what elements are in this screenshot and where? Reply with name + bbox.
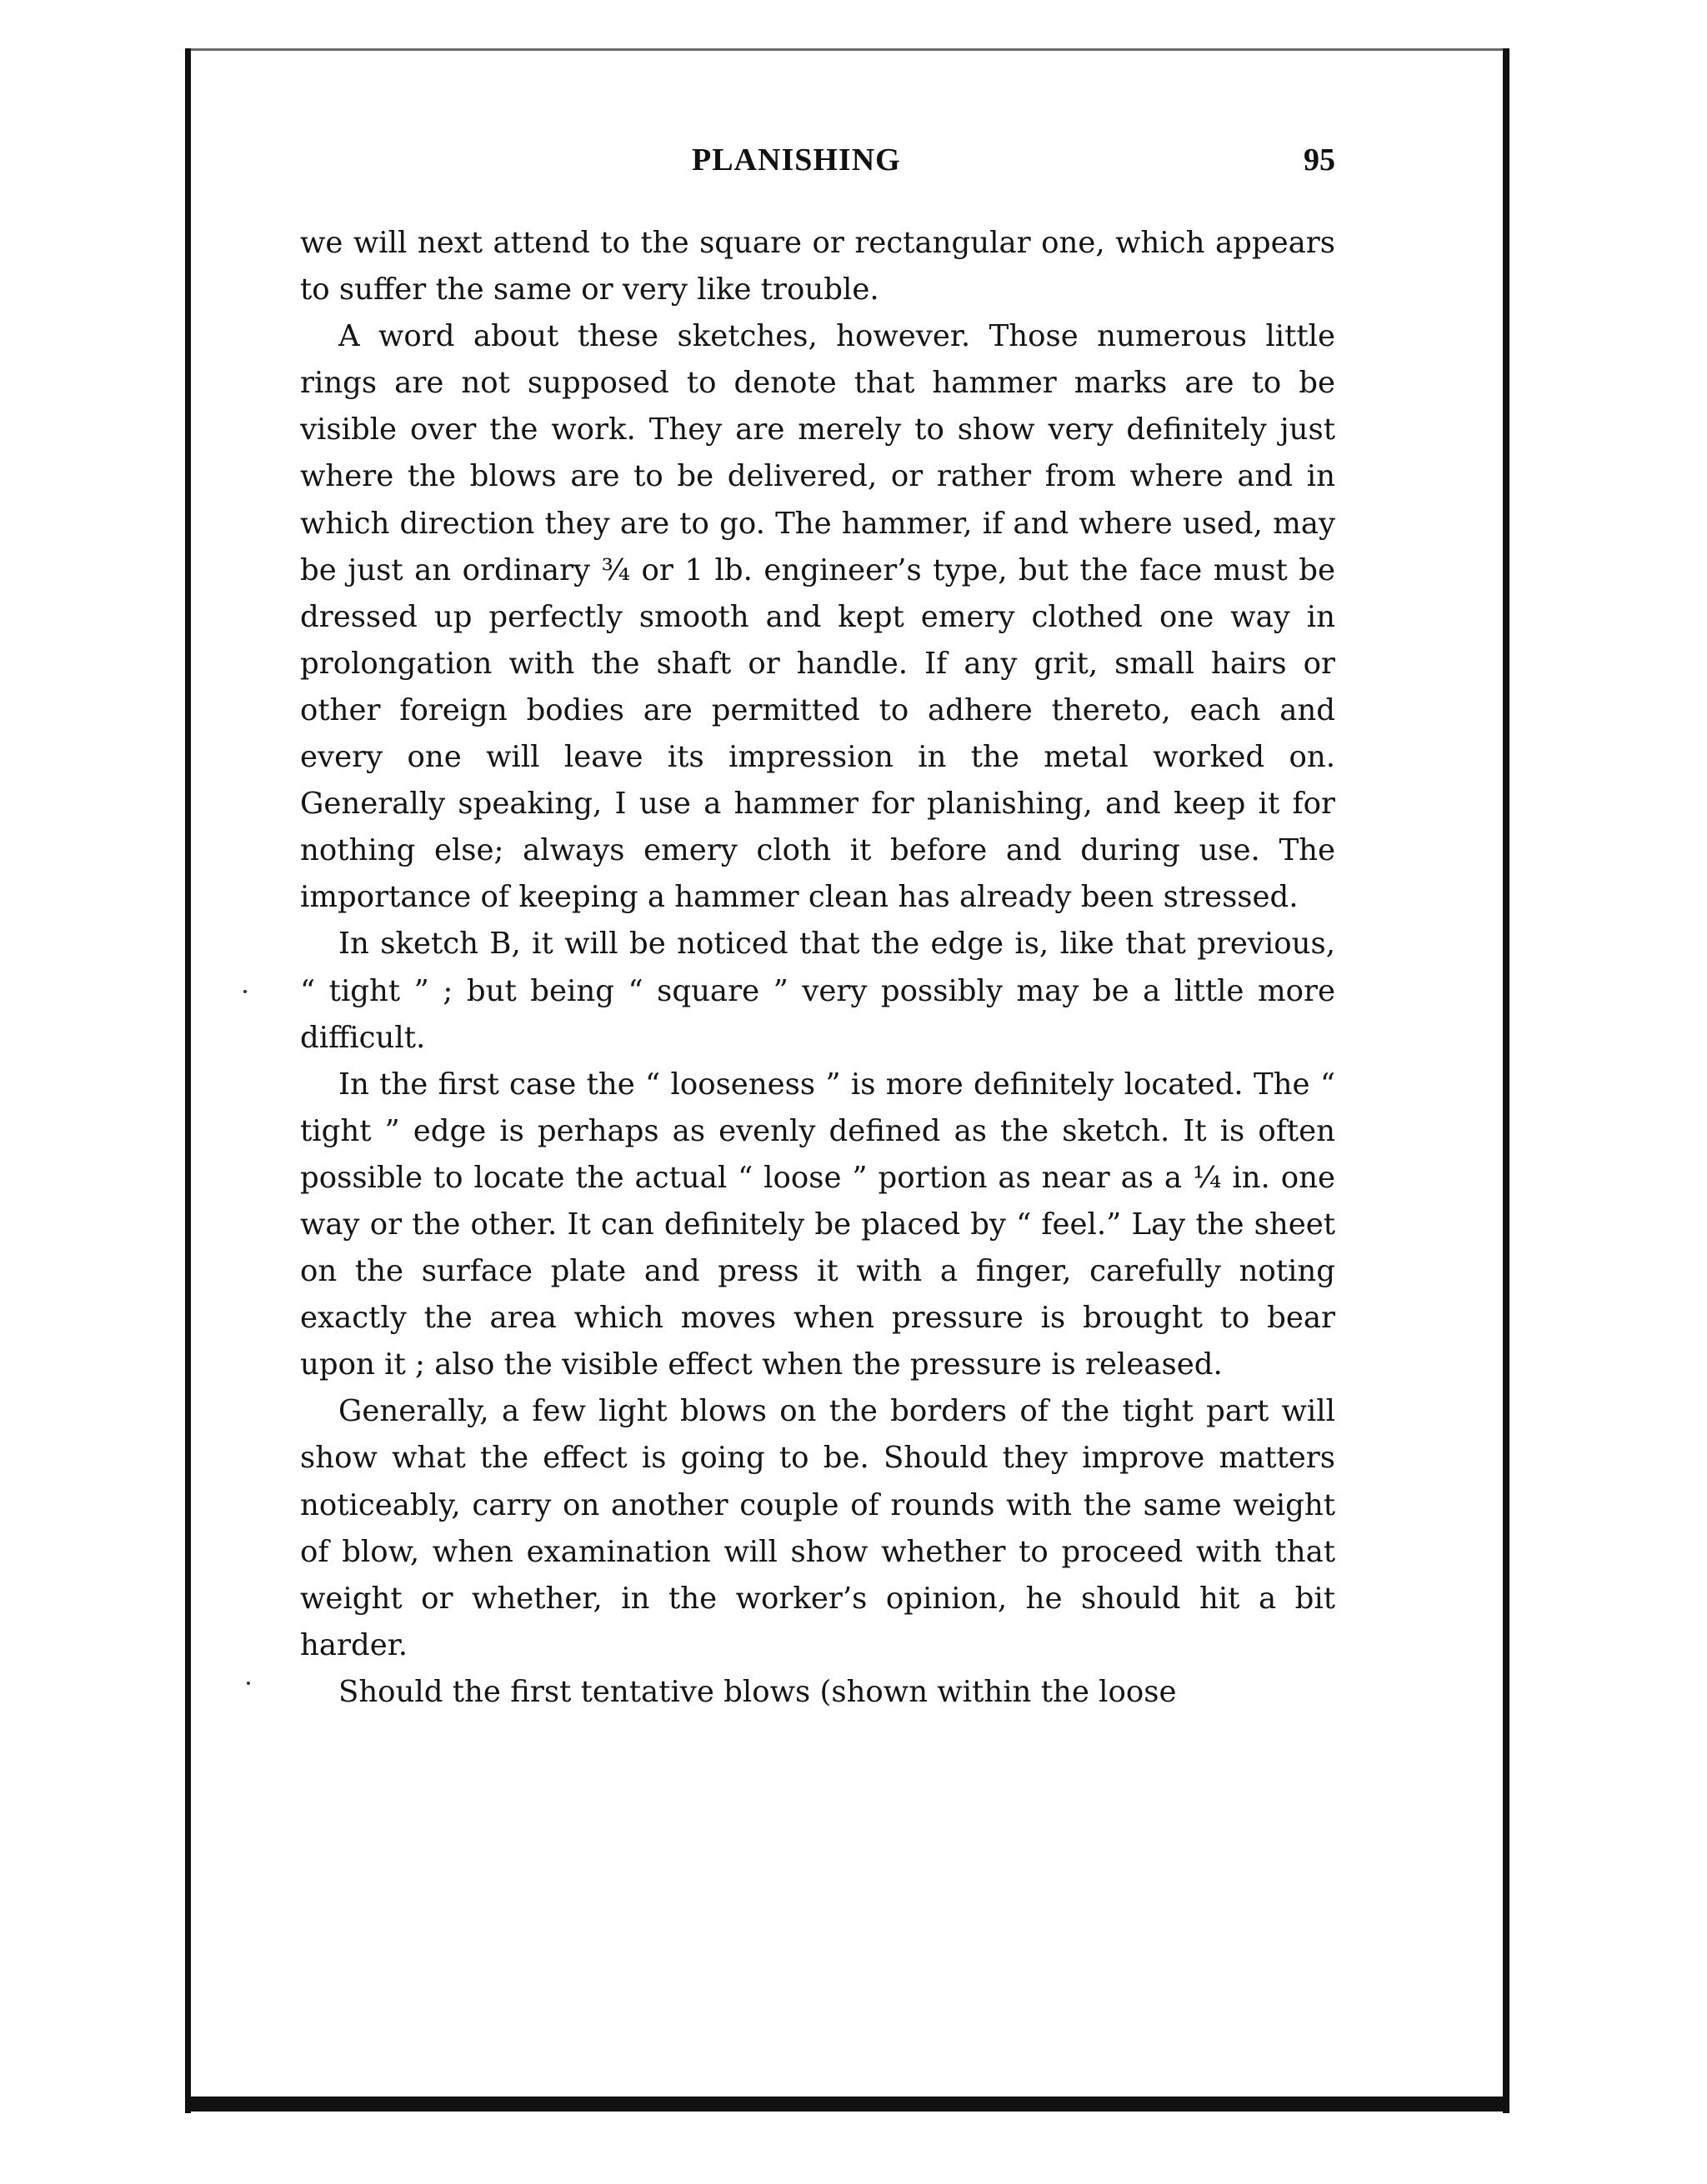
running-header: [300, 142, 1335, 183]
margin-speck: [247, 1682, 250, 1685]
margin-speck: [243, 990, 247, 993]
page-number: 95: [1304, 142, 1335, 177]
page-border-right: [1503, 48, 1509, 2113]
paragraph-3: In sketch B, it will be noticed that the edge is, like that previous, “ tight ” ; but being “ square ” very possibly may be a little more difficult.: [300, 927, 1335, 1055]
page-border-top: [191, 48, 1503, 51]
paragraph-4: In the first case the “ looseness ” is more definitely located. The “ tight ” edge is perhaps as evenly defined as the sketch. It is often possible to locate the actual “ loose ” portion as near as a ¼ in. one way or the other. It can definitely be placed by “ feel.” Lay the sheet on the surface plate and press it with a finger, carefully noting exactly the area which moves when pressure is brought to bear upon it ; also the visible effect when the pressure is released.: [300, 1067, 1335, 1382]
paragraph-6: Should the first tentative blows (shown within the loose: [338, 1674, 1177, 1709]
paragraph-5: Generally, a few light blows on the borders of the tight part will show what the effect is going to be. Should they improve matters noticeably, carry on another couple of rounds with the same weight of blow, when examination will show whether to proceed with that weight or whether, in the worker’s opinion, he should hit a bit harder.: [300, 1394, 1335, 1662]
page-border-left: [185, 48, 191, 2113]
paragraph-2: A word about these sketches, however. Those numerous little rings are not supposed to denote that hammer marks are to be visible over the work. They are merely to show very definitely just where the blows are to be delivered, or rather from where and in which direction they are to go. The hammer, if and where used, may be just an ordinary ¾ or 1 lb. engineer’s type, but the face must be dressed up perfectly smooth and kept emery clothed one way in prolongation with the shaft or handle. If any grit, small hairs or other foreign bodies are permitted to adhere thereto, each and every one will leave its impression in the metal worked on. Generally speaking, I use a hammer for planishing, and keep it for nothing else; always emery cloth it before and during use. The importance of keeping a hammer clean has already been stressed.: [300, 319, 1335, 915]
page-border-bottom: [185, 2097, 1509, 2112]
chapter-title: PLANISHING: [692, 142, 901, 177]
body-text: [300, 220, 1335, 1716]
paragraph-1: we will next attend to the square or rectangular one, which appears to suffer the same or very like trouble.: [300, 226, 1335, 307]
